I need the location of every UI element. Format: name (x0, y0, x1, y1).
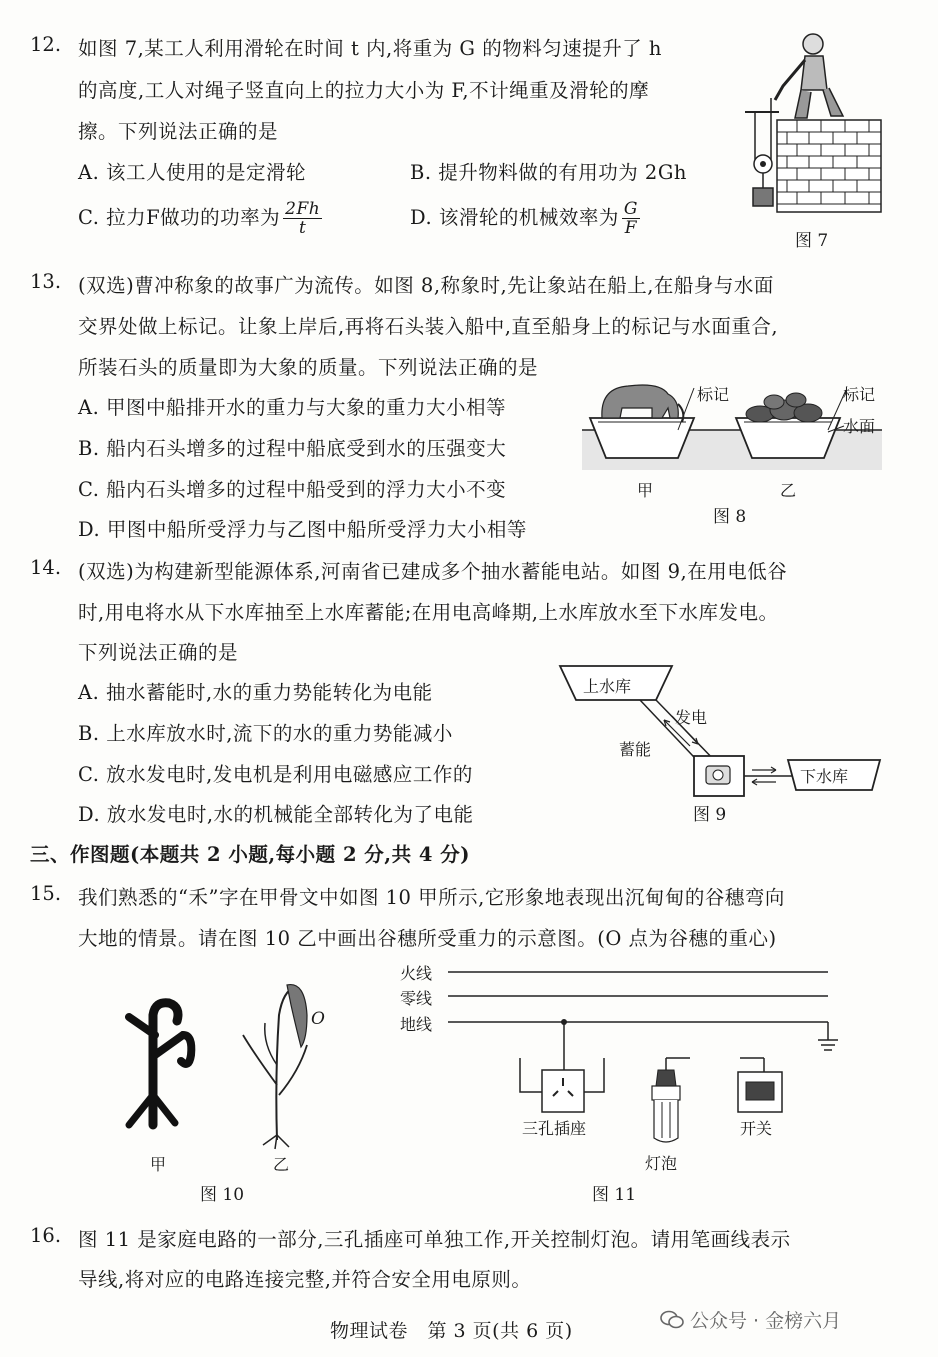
figure-8-mark-label-2: 标记 (843, 385, 876, 404)
watermark-text: 公众号 · 金榜六月 (690, 1310, 842, 1332)
wechat-watermark (660, 1306, 841, 1333)
q12-stem-line1: 如图 7,某工人利用滑轮在时间 t 内,将重为 G 的物料匀速提升了 h (78, 37, 662, 60)
figure-11-ground-wire-label: 地线 (400, 1015, 433, 1034)
figure-9-caption: 图 9 (693, 805, 727, 825)
fraction-numerator: G (623, 199, 638, 219)
figure-9-generate-label: 发电 (675, 708, 708, 727)
figure-8-jia-label: 甲 (637, 481, 654, 500)
q13-option-b: B. 船内石头增多的过程中船底受到水的压强变大 (78, 437, 507, 460)
figure-10-oracle-character (115, 995, 205, 1135)
q13-stem-line2: 交界处做上标记。让象上岸后,再将石头装入船中,直至船身上的标记与水面重合, (78, 315, 779, 338)
figure-11-household-circuit (440, 962, 840, 1152)
figure-7-pulley-worker (735, 30, 885, 220)
section-3-heading: 三、作图题(本题共 2 小题,每小题 2 分,共 4 分) (30, 843, 470, 866)
q13-stem-line3: 所装石头的质量即为大象的质量。下列说法正确的是 (78, 356, 539, 379)
fraction-numerator: 2Fh (285, 199, 321, 219)
page-footer: 物理试卷 第 3 页(共 6 页) (330, 1320, 573, 1342)
q13-option-d: D. 甲图中船所受浮力与乙图中船所受浮力大小相等 (78, 518, 527, 541)
q13-number: 13. (30, 270, 62, 293)
q13-stem-line1: (双选)曹冲称象的故事广为流传。如图 8,称象时,先让象站在船上,在船身与水面 (78, 274, 774, 297)
q12-option-b: B. 提升物料做的有用功为 2Gh (410, 161, 687, 184)
q12-number: 12. (30, 33, 62, 56)
q14-number: 14. (30, 556, 62, 579)
q14-stem-line2: 时,用电将水从下水库抽至上水库蓄能;在用电高峰期,上水库放水至下水库发电。 (78, 601, 779, 624)
q16-stem-line1: 图 11 是家庭电路的一部分,三孔插座可单独工作,开关控制灯泡。请用笔画线表示 (78, 1228, 791, 1251)
q15-stem-line1: 我们熟悉的“禾”字在甲骨文中如图 10 甲所示,它形象地表现出沉甸甸的谷穗弯向 (78, 886, 785, 909)
figure-9-upper-reservoir-label: 上水库 (583, 677, 632, 696)
figure-10-point-o: O (311, 1009, 325, 1029)
q13-option-c: C. 船内石头增多的过程中船受到的浮力大小不变 (78, 478, 507, 501)
q16-number: 16. (30, 1224, 62, 1247)
q12-option-d-text: D. 该滑轮的机械效率为 (410, 206, 619, 229)
q14-option-a: A. 抽水蓄能时,水的重力势能转化为电能 (78, 681, 433, 704)
q14-option-c: C. 放水发电时,发电机是利用电磁感应工作的 (78, 763, 473, 786)
figure-9-lower-reservoir-label: 下水库 (800, 767, 849, 786)
q12-option-d (410, 200, 640, 237)
fraction-denominator: F (624, 218, 638, 238)
wechat-icon (660, 1310, 684, 1330)
figure-10-jia-label: 甲 (150, 1155, 167, 1174)
figure-8-water-label: 水面 (843, 417, 876, 436)
q12-option-a: A. 该工人使用的是定滑轮 (78, 161, 306, 184)
fraction-denominator: t (299, 218, 307, 238)
fraction-2fh-over-t (283, 200, 322, 237)
figure-11-caption: 图 11 (592, 1185, 637, 1205)
figure-8-caption: 图 8 (713, 507, 747, 527)
figure-10-caption: 图 10 (200, 1185, 245, 1205)
figure-11-switch-label: 开关 (740, 1119, 773, 1138)
q16-stem-line2: 导线,将对应的电路连接完整,并符合安全用电原则。 (78, 1268, 532, 1291)
q15-stem-line2: 大地的情景。请在图 10 乙中画出谷穗所受重力的示意图。(O 点为谷穗的重心) (78, 927, 777, 950)
q12-stem-line3: 擦。下列说法正确的是 (78, 120, 279, 143)
figure-8-boat-elephant (582, 378, 882, 478)
q14-stem-line3: 下列说法正确的是 (78, 641, 239, 664)
q14-option-d: D. 放水发电时,水的机械能全部转化为了电能 (78, 803, 474, 826)
figure-10-yi-label: 乙 (273, 1155, 290, 1174)
q13-option-a: A. 甲图中船排开水的重力与大象的重力大小相等 (78, 396, 506, 419)
q14-stem-line1: (双选)为构建新型能源体系,河南省已建成多个抽水蓄能电站。如图 9,在用电低谷 (78, 560, 788, 583)
q12-stem-line2: 的高度,工人对绳子竖直向上的拉力大小为 F,不计绳重及滑轮的摩 (78, 79, 650, 102)
q15-number: 15. (30, 882, 62, 905)
figure-9-store-label: 蓄能 (619, 740, 652, 759)
figure-8-mark-label-1: 标记 (697, 385, 730, 404)
figure-11-bulb-label: 灯泡 (645, 1154, 678, 1173)
fraction-g-over-f (622, 200, 640, 237)
figure-11-socket-label: 三孔插座 (522, 1119, 587, 1138)
figure-7-caption: 图 7 (795, 231, 829, 251)
q12-option-c (78, 200, 322, 237)
figure-10-rice-plant (235, 975, 315, 1150)
figure-8-yi-label: 乙 (780, 481, 797, 500)
figure-11-neutral-wire-label: 零线 (400, 989, 433, 1008)
q12-option-c-text: C. 拉力F做功的功率为 (78, 206, 281, 229)
figure-11-fire-wire-label: 火线 (400, 964, 433, 983)
q14-option-b: B. 上水库放水时,流下的水的重力势能减小 (78, 722, 453, 745)
